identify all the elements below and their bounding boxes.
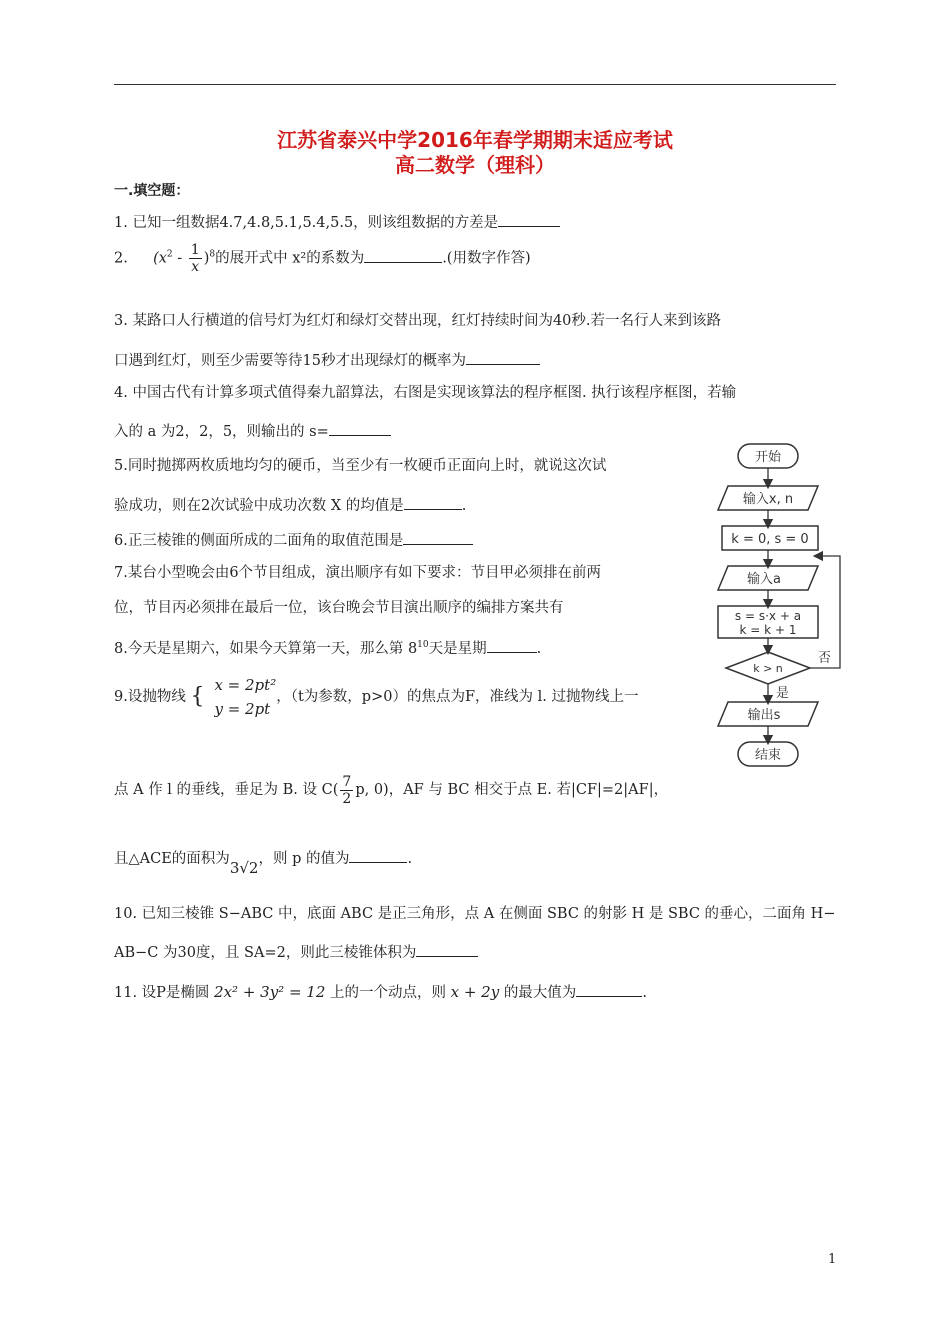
question-4-line2: 入的 a 为2，2，5，则输出的 s= (114, 419, 391, 442)
question-9-line2: 点 A 作 l 的垂线，垂足为 B. 设 C( $\frac{7}{2}$ p, 0)，AF 与 BC 相交于点 E. 若|CF|=2|AF|， (114, 773, 669, 807)
question-10-line1: 10. 已知三棱锥 S−ABC 中，底面 ABC 是正三角形，点 A 在侧面 SBC 的射影 H 是 SBC 的垂心，二面角 H− (114, 906, 836, 922)
question-2: 2. ($x^2$ - $\frac{1}{x}$ )$^8$的展开式中 x²的系数为 .(用数字作答) (114, 242, 531, 275)
fraction: $\frac{1}{x}$ (190, 242, 200, 275)
question-8: 8.今天是星期六，如果今天算第一天，那么第 $8^{10}$天是星期 . (114, 635, 541, 659)
question-9-line1: 9.设抛物线 { x = 2pt² y = 2pt ，（t为参数，p>0）的焦点为F，准线为 l. 过抛物线上一 (114, 672, 638, 722)
question-3-line2: 口遇到红灯，则至少需要等待15秒才出现绿灯的概率为 (114, 348, 540, 371)
section-heading: 一.填空题： (114, 183, 190, 199)
answer-blank (487, 636, 537, 653)
brace-symbol: { (190, 684, 205, 709)
answer-blank (466, 348, 540, 365)
question-10-line2: AB−C 为30度，且 SA=2，则此三棱锥体积为 (114, 940, 478, 963)
question-11: 11. 设P是椭圆 2x² + 3y² = 12 上的一个动点，则 x + 2y 的最大值为 . (114, 980, 647, 1003)
page-subtitle: 高二数学（理科） (395, 153, 555, 177)
answer-blank (349, 846, 407, 863)
question-4-line1: 4. 中国古代有计算多项式值得秦九韶算法，右图是实现该算法的程序框图. 执行该程序框图，若输 (114, 385, 737, 401)
question-7-line2: 位，节目丙必须排在最后一位，该台晚会节目演出顺序的编排方案共有 (114, 600, 564, 616)
input-a-label: 输入a (747, 572, 781, 587)
parametric-system: x = 2pt² y = 2pt (214, 676, 277, 718)
end-label: 结束 (754, 748, 782, 763)
answer-blank (329, 419, 391, 436)
page-number: 1 (828, 1252, 837, 1267)
start-label: 开始 (754, 450, 782, 465)
program-flowchart (700, 438, 860, 778)
page-title: 江苏省泰兴中学2016年春学期期末适应考试 (277, 128, 673, 152)
update-s-label: s = s·x + a (734, 609, 802, 623)
output-label: 输出s (747, 708, 781, 723)
top-rule (114, 84, 836, 85)
answer-blank (364, 246, 442, 263)
no-label: 否 (818, 651, 832, 666)
fraction: $\frac{7}{2}$ (342, 773, 352, 807)
question-7-line1: 7.某台小型晚会由6个节目组成，演出顺序有如下要求：节目甲必须排在前两 (114, 565, 602, 581)
answer-blank (416, 940, 478, 957)
answer-blank (498, 210, 560, 227)
answer-blank (404, 493, 462, 510)
answer-blank (576, 980, 642, 997)
question-5-line2: 验成功，则在2次试验中成功次数 X 的均值是 . (114, 493, 466, 516)
question-5-line1: 5.同时抛掷两枚质地均匀的硬币，当至少有一枚硬币正面向上时，就说这次试 (114, 458, 607, 474)
decision-label: k > n (753, 662, 783, 675)
update-k-label: k = k + 1 (739, 623, 797, 637)
question-1: 1. 已知一组数据4.7,4.8,5.1,5.4,5.5，则该组数据的方差是 (114, 210, 560, 233)
init-label: k = 0, s = 0 (731, 532, 809, 547)
answer-blank (403, 528, 473, 545)
question-9-line3: 且△ACE的面积为3√2，则 p 的值为 . (114, 844, 412, 883)
input-xn-label: 输入x, n (742, 492, 794, 507)
question-6: 6.正三棱锥的侧面所成的二面角的取值范围是 (114, 528, 473, 551)
question-3-line1: 3. 某路口人行横道的信号灯为红灯和绿灯交替出现，红灯持续时间为40秒.若一名行人来到该路 (114, 313, 721, 329)
yes-label: 是 (776, 686, 790, 701)
